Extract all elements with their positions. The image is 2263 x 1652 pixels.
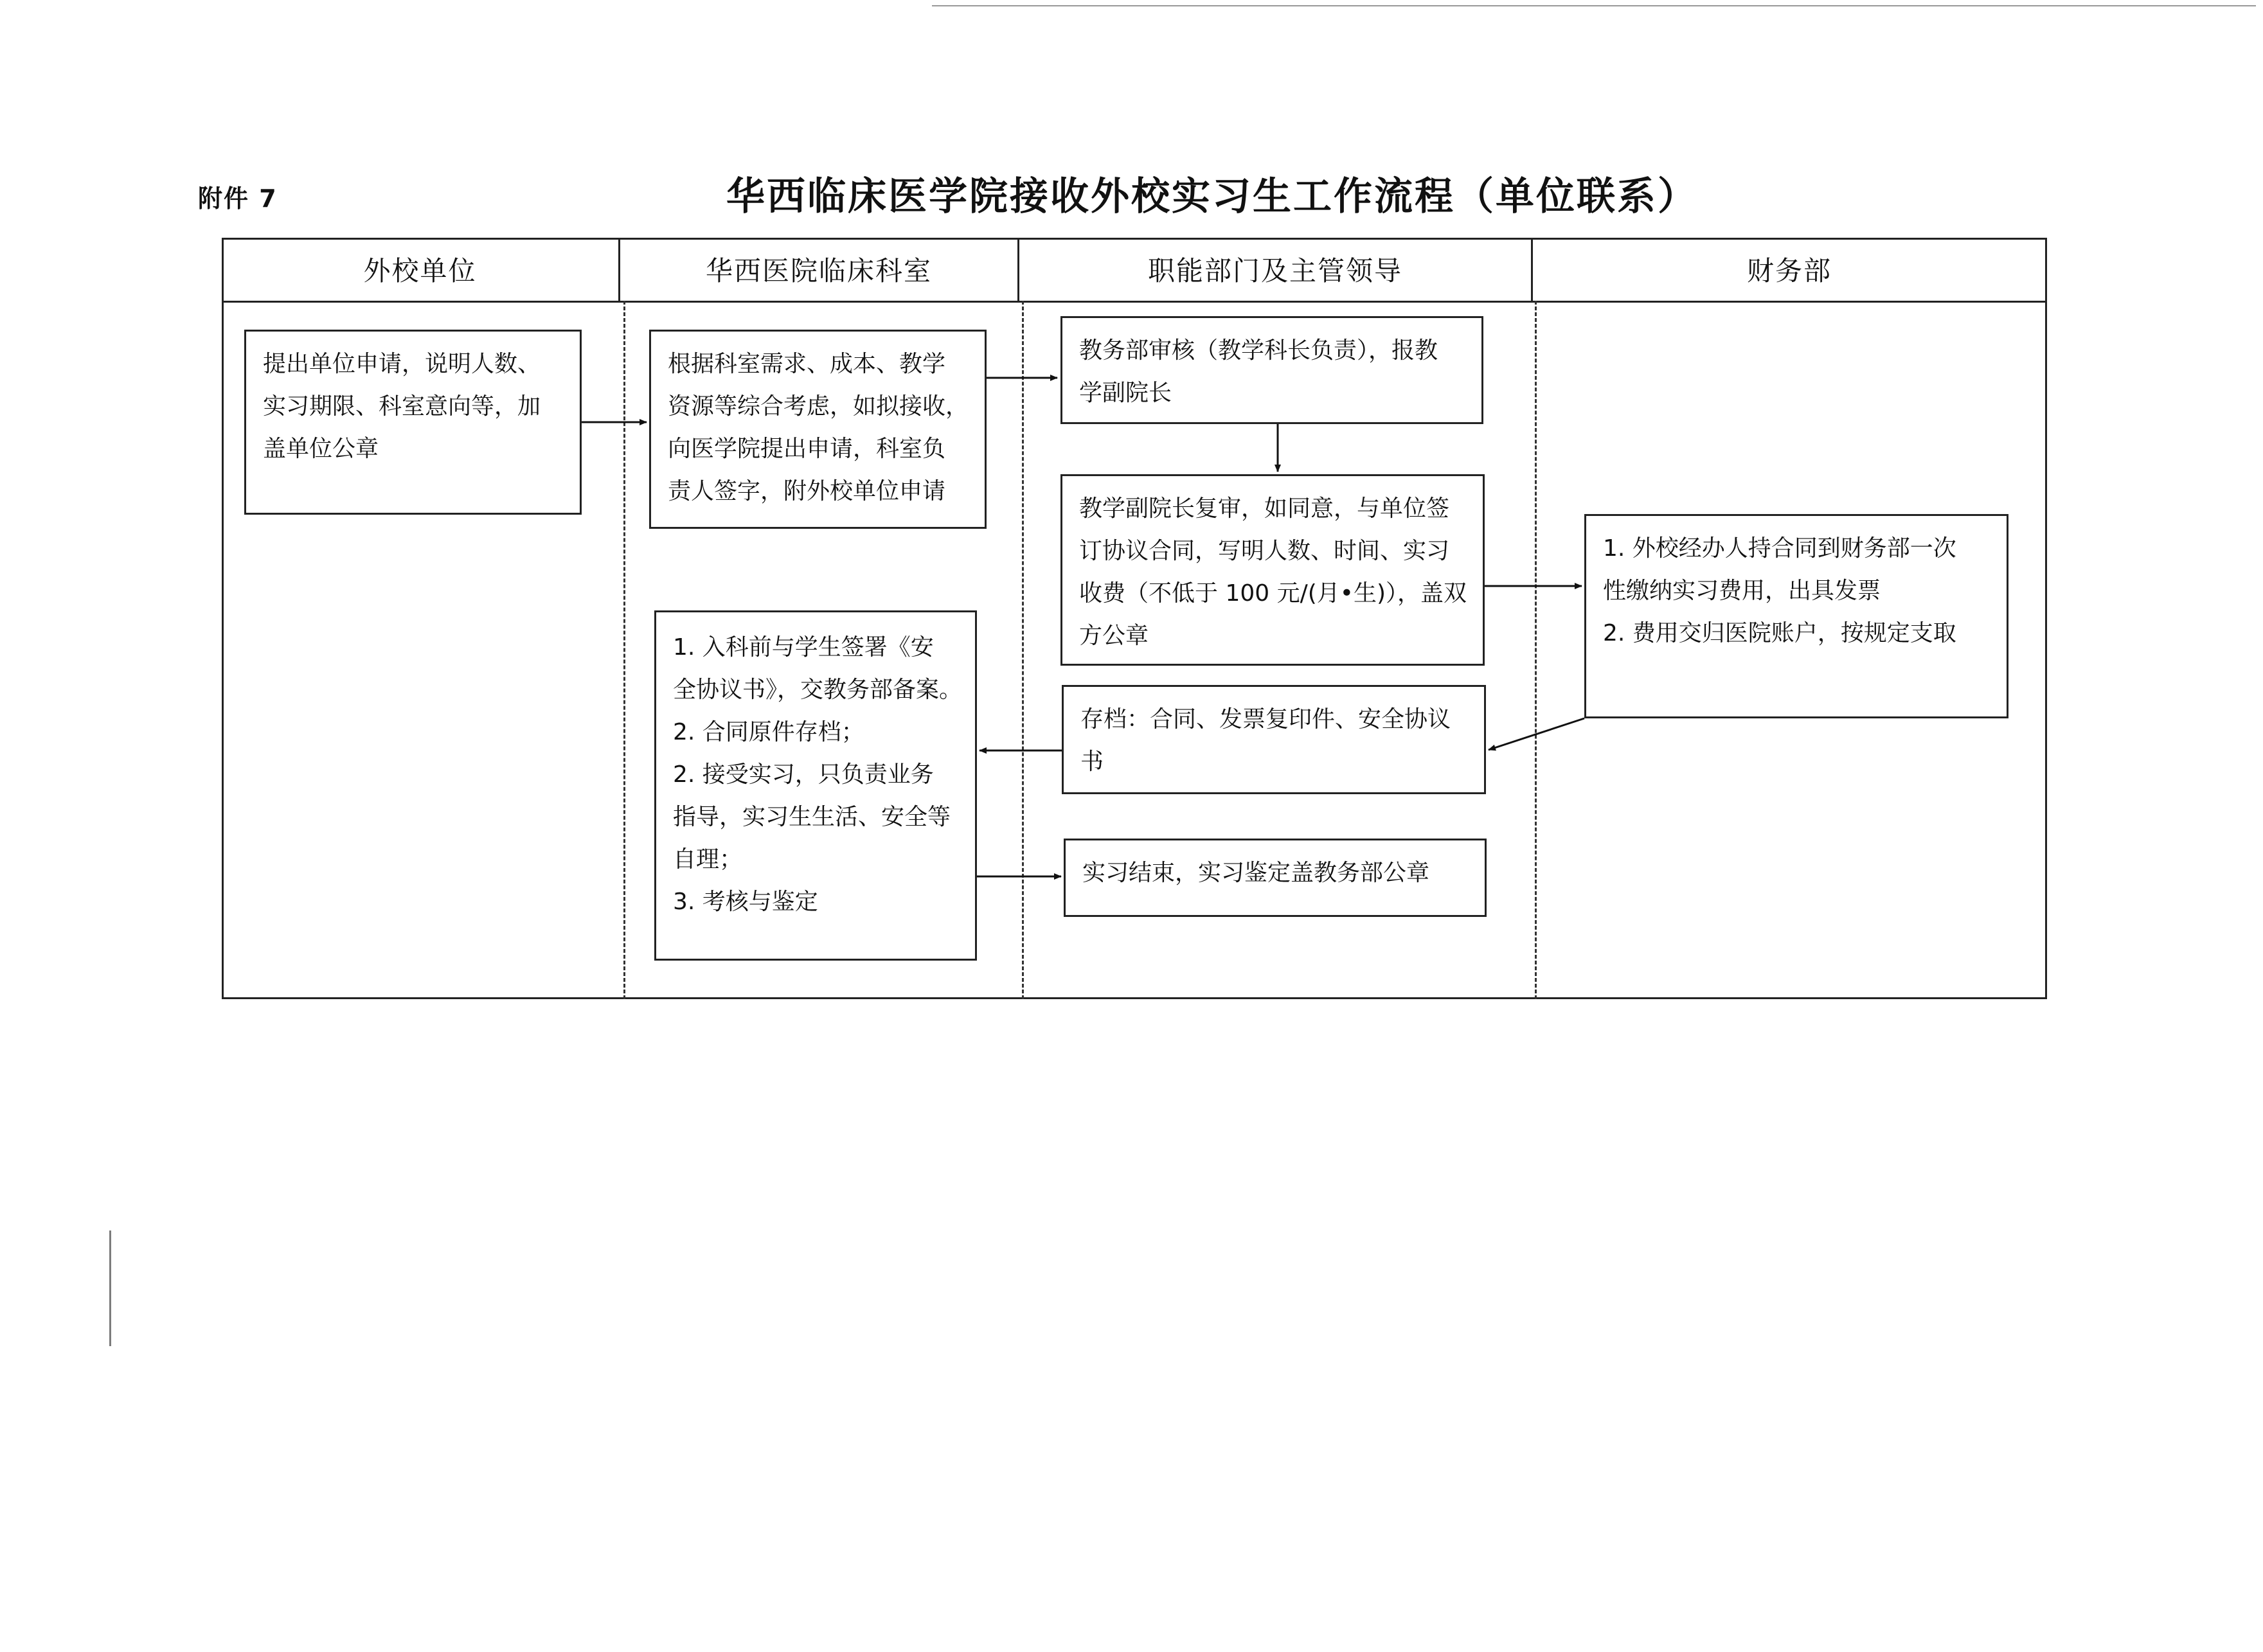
box-text-line: 订协议合同，写明人数、时间、实习 [1079,538,1450,564]
box-text-line: 2. 合同原件存档； [673,719,864,745]
box-text-line: 存档：合同、发票复印件、安全协议 [1080,706,1451,733]
box-text-line: 根据科室需求、成本、教学 [668,351,946,377]
box-text-line: 3. 考核与鉴定 [673,889,818,915]
box-text-line: 性缴纳实习费用，出具发票 [1603,578,1881,604]
box-text-line: 资源等综合考虑，如拟接收， [668,393,969,420]
box-text-line: 实习结束，实习鉴定盖教务部公章 [1082,860,1430,886]
box-text-line: 实习期限、科室意向等，加 [263,393,541,420]
box-text-line: 盖单位公章 [263,436,379,462]
box-text-line: 指导，实习生生活、安全等 [673,804,951,830]
box-text-line: 责人签字，附外校单位申请 [668,478,946,504]
box-text-line: 教务部审核（教学科长负责），报教 [1079,337,1438,364]
box-text-line: 全协议书》，交教务部备案。 [673,677,963,703]
box-text-line: 1. 入科前与学生签署《安 [673,634,934,661]
box-text-line: 2. 费用交归医院账户，按规定支取 [1603,620,1956,646]
box-text-line: 教学副院长复审，如同意，与单位签 [1079,495,1450,522]
box-text-line: 方公章 [1079,623,1149,649]
box-text-line: 学副院长 [1079,380,1172,406]
lane-header-functional-departments: 职能部门及主管领导 [1147,255,1402,287]
box-text-line: 2. 接受实习，只负责业务 [673,761,934,788]
document-title: 华西临床医学院接收外校实习生工作流程（单位联系） [726,174,1698,219]
box-text-line: 向医学院提出申请，科室负 [668,436,946,462]
box-text-line: 自理； [673,846,743,873]
box-text-line: 书 [1080,749,1104,775]
lane-header-clinical-department: 华西医院临床科室 [705,255,932,287]
box-text-line: 1. 外校经办人持合同到财务部一次 [1603,535,1956,562]
lane-header-finance: 财务部 [1746,255,1832,287]
arrow-finance-to-archive [1489,718,1584,750]
box-text-line: 收费（不低于 100 元/(月•生)），盖双 [1079,580,1467,607]
lane-header-external-school: 外校单位 [363,255,477,287]
attachment-label: 附件 7 [198,184,278,213]
box-text-line: 提出单位申请，说明人数、 [263,351,541,377]
